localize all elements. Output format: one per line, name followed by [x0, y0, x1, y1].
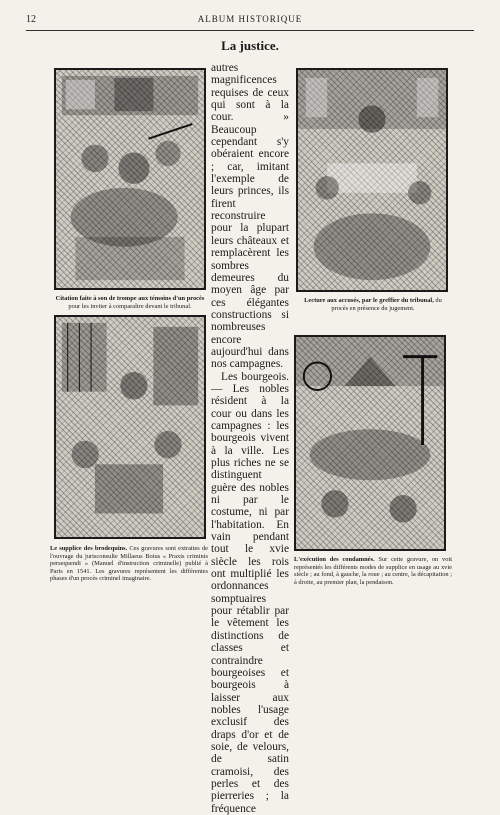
section-title: La justice.: [221, 38, 279, 53]
caption-top-right-title: Lecture aux accusés, par le greffier du tribunal,: [304, 297, 434, 304]
caption-bottom-right: [294, 556, 452, 586]
body-paragraph: autres magnificences requises de ceux qui sont à la cour. » Beaucoup cependant s'y obéraient encore ; car, imitant l'exemple de leurs princes, ils firent reconstruire pour la plupart leurs châteaux et remplacèrent les sombres demeures du moyen âge par ces élégantes constructions si nombreuses encore aujourd'hui dans nos campagnes.: [211, 62, 289, 371]
caption-top-left: [52, 295, 208, 310]
engraving-boot-torture: [54, 315, 206, 539]
body-paragraph: Les bourgeois. — Les nobles résident à la cour ou dans les campagnes : les bourgeois vivent à la ville. Les plus riches ne se distinguent guère des nobles ni par le costume, ni par l'habitation. En vain pendant tout le xvie siècle les rois ont multiplié les ordonnances somptuaires pour rétablir par le vêtement les distinctions de classes et contraindre bourgeoises et bourgeois à laisser aux nobles l'usage exclusif des draps d'or et de soie, de velours, de satin cramoisi, des perles et des pierreries ; la fréquence: [211, 370, 289, 815]
engraving-execution: [294, 335, 446, 551]
caption-top-right: [296, 297, 450, 312]
caption-top-left-text: pour les inviter à comparaître devant le tribunal.: [68, 302, 192, 310]
caption-bottom-left-text: Ces gravures sont extraites de l'ouvrage du jurisconsulte Millaeus Boius « Praxis criminis persequendi » (Manuel d'instruction criminelle) publié à Paris en 1541. Les gravures représentent les différentes phases d'un procès criminel imaginaire.: [50, 545, 208, 583]
caption-top-right-text: du procès en présence du jugement.: [331, 297, 442, 312]
page-header: [26, 14, 474, 30]
engraving-citation-trumpet: [54, 68, 206, 290]
running-title: ALBUM HISTORIQUE: [197, 14, 303, 24]
engraving-reading-to-accused: [296, 68, 448, 292]
body-text-column: [211, 62, 289, 815]
caption-bottom-right-title: L'exécution des condamnés.: [294, 556, 375, 563]
caption-bottom-right-text: Sur cette gravure, on voit représentés les différents modes de supplice en usage au xvie siècle ; au fond, à gauche, la roue ; au centre, la décapitation ; à droite, au premier plan, la pendaison.: [294, 556, 452, 586]
caption-top-left-title: Citation faite à son de trompe aux témoins d'un procès: [55, 295, 205, 302]
header-rule: [26, 30, 474, 31]
caption-bottom-left-title: Le supplice des brodequins.: [50, 545, 128, 552]
caption-bottom-left: [50, 545, 208, 583]
page-number: 12: [26, 14, 36, 25]
